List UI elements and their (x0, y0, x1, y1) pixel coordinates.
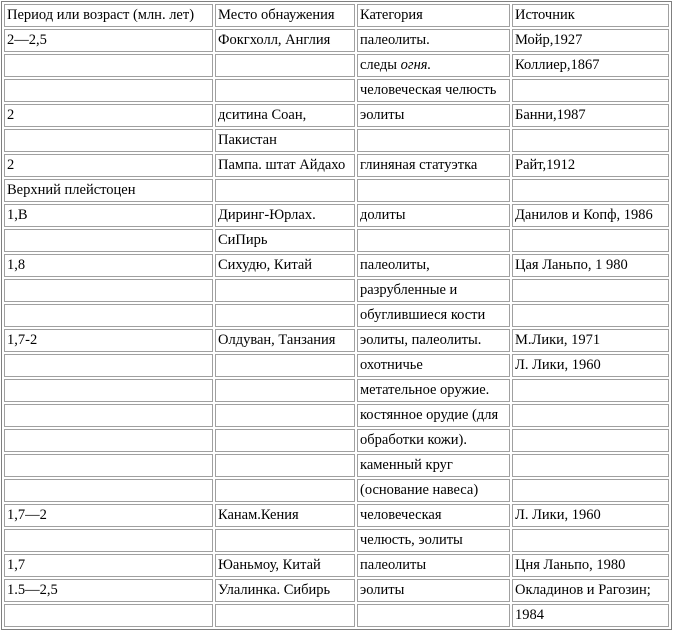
source-cell (512, 479, 669, 502)
category-cell: эолиты (357, 579, 510, 602)
category-cell: палеолиты (357, 554, 510, 577)
period-cell: Верхний плейстоцен (4, 179, 213, 202)
period-cell: 1,В (4, 204, 213, 227)
category-cell (357, 129, 510, 152)
location-cell (215, 354, 355, 377)
table-row (4, 279, 669, 302)
table-row (4, 179, 669, 202)
category-cell: долиты (357, 204, 510, 227)
source-cell: Окладинов и Рагозин; (512, 579, 669, 602)
location-cell (215, 604, 355, 627)
category-cell: палеолиты. (357, 29, 510, 52)
source-cell (512, 304, 669, 327)
category-cell: метательное оружие. (357, 379, 510, 402)
period-cell (4, 54, 213, 77)
table-row (4, 504, 669, 527)
category-cell: человеческая (357, 504, 510, 527)
category-cell: костянное орудие (для (357, 404, 510, 427)
period-cell (4, 79, 213, 102)
category-cell: обуглившиеся кости (357, 304, 510, 327)
source-cell: Л. Лики, 1960 (512, 354, 669, 377)
location-cell (215, 454, 355, 477)
source-cell: Цая Ланьпо, 1 980 (512, 254, 669, 277)
period-cell: 1,7—2 (4, 504, 213, 527)
period-cell (4, 429, 213, 452)
period-cell: 1,7 (4, 554, 213, 577)
location-cell: Канам.Кения (215, 504, 355, 527)
table-row (4, 404, 669, 427)
header-period: Период или возраст (млн. лет) (4, 4, 213, 27)
source-cell: Данилов и Копф, 1986 (512, 204, 669, 227)
source-cell: 1984 (512, 604, 669, 627)
location-cell (215, 379, 355, 402)
table-row (4, 354, 669, 377)
location-cell: Сихудю, Китай (215, 254, 355, 277)
location-cell (215, 404, 355, 427)
category-cell: челюсть, эолиты (357, 529, 510, 552)
source-cell: М.Лики, 1971 (512, 329, 669, 352)
category-cell: эолиты (357, 104, 510, 127)
source-cell (512, 79, 669, 102)
period-cell: 1.5—2,5 (4, 579, 213, 602)
category-cell (357, 179, 510, 202)
source-cell: Мойр,1927 (512, 29, 669, 52)
category-cell: обработки кожи). (357, 429, 510, 452)
location-cell (215, 179, 355, 202)
category-cell: эолиты, палеолиты. (357, 329, 510, 352)
category-cell: палеолиты, (357, 254, 510, 277)
table-row (4, 79, 669, 102)
table-row (4, 154, 669, 177)
category-cell: человеческая челюсть (357, 79, 510, 102)
header-row (4, 4, 669, 27)
table-row (4, 454, 669, 477)
table-row (4, 54, 669, 77)
source-cell: Цня Ланьпо, 1980 (512, 554, 669, 577)
location-cell: Пакистан (215, 129, 355, 152)
period-cell (4, 379, 213, 402)
location-cell: Пампа. штат Айдахо (215, 154, 355, 177)
table-row (4, 104, 669, 127)
source-cell (512, 179, 669, 202)
location-cell (215, 54, 355, 77)
table-row (4, 604, 669, 627)
category-cell: глиняная статуэтка (357, 154, 510, 177)
table-row (4, 529, 669, 552)
source-cell (512, 429, 669, 452)
table-row (4, 479, 669, 502)
location-cell: Улалинка. Сибирь (215, 579, 355, 602)
table-row (4, 554, 669, 577)
category-cell: следы огня. (357, 54, 510, 77)
category-cell (357, 604, 510, 627)
location-cell: Олдуван, Танзания (215, 329, 355, 352)
category-cell: разрубленные и (357, 279, 510, 302)
location-cell (215, 529, 355, 552)
period-cell (4, 404, 213, 427)
findings-table (1, 1, 672, 630)
period-cell: 2 (4, 104, 213, 127)
source-cell: Банни,1987 (512, 104, 669, 127)
source-cell (512, 379, 669, 402)
location-cell (215, 304, 355, 327)
category-cell: каменный круг (357, 454, 510, 477)
table-row (4, 304, 669, 327)
table-row (4, 129, 669, 152)
source-cell (512, 279, 669, 302)
period-cell (4, 354, 213, 377)
period-cell: 2—2,5 (4, 29, 213, 52)
period-cell (4, 529, 213, 552)
period-cell (4, 304, 213, 327)
category-cell (357, 229, 510, 252)
source-cell: Л. Лики, 1960 (512, 504, 669, 527)
table-row (4, 579, 669, 602)
table-row (4, 254, 669, 277)
header-category: Категория (357, 4, 510, 27)
period-cell: 2 (4, 154, 213, 177)
location-cell: СиПирь (215, 229, 355, 252)
period-cell: 1,8 (4, 254, 213, 277)
location-cell (215, 429, 355, 452)
table-row (4, 229, 669, 252)
period-cell (4, 604, 213, 627)
header-source: Источник (512, 4, 669, 27)
header-location: Место обнаужения (215, 4, 355, 27)
location-cell: Фокгхолл, Англия (215, 29, 355, 52)
location-cell (215, 479, 355, 502)
source-cell (512, 529, 669, 552)
table-row (4, 29, 669, 52)
period-cell: 1,7-2 (4, 329, 213, 352)
source-cell (512, 229, 669, 252)
location-cell (215, 79, 355, 102)
location-cell: дситина Соан, (215, 104, 355, 127)
location-cell: Юаньмоу, Китай (215, 554, 355, 577)
period-cell (4, 479, 213, 502)
period-cell (4, 229, 213, 252)
location-cell: Диринг-Юрлах. (215, 204, 355, 227)
location-cell (215, 279, 355, 302)
table-row (4, 204, 669, 227)
source-cell (512, 404, 669, 427)
table-body (4, 29, 669, 627)
source-cell: Коллиер,1867 (512, 54, 669, 77)
period-cell (4, 279, 213, 302)
period-cell (4, 129, 213, 152)
period-cell (4, 454, 213, 477)
category-cell: охотничье (357, 354, 510, 377)
table-row (4, 329, 669, 352)
source-cell (512, 454, 669, 477)
table-row (4, 379, 669, 402)
category-cell: (основание навеса) (357, 479, 510, 502)
table-row (4, 429, 669, 452)
source-cell: Райт,1912 (512, 154, 669, 177)
source-cell (512, 129, 669, 152)
